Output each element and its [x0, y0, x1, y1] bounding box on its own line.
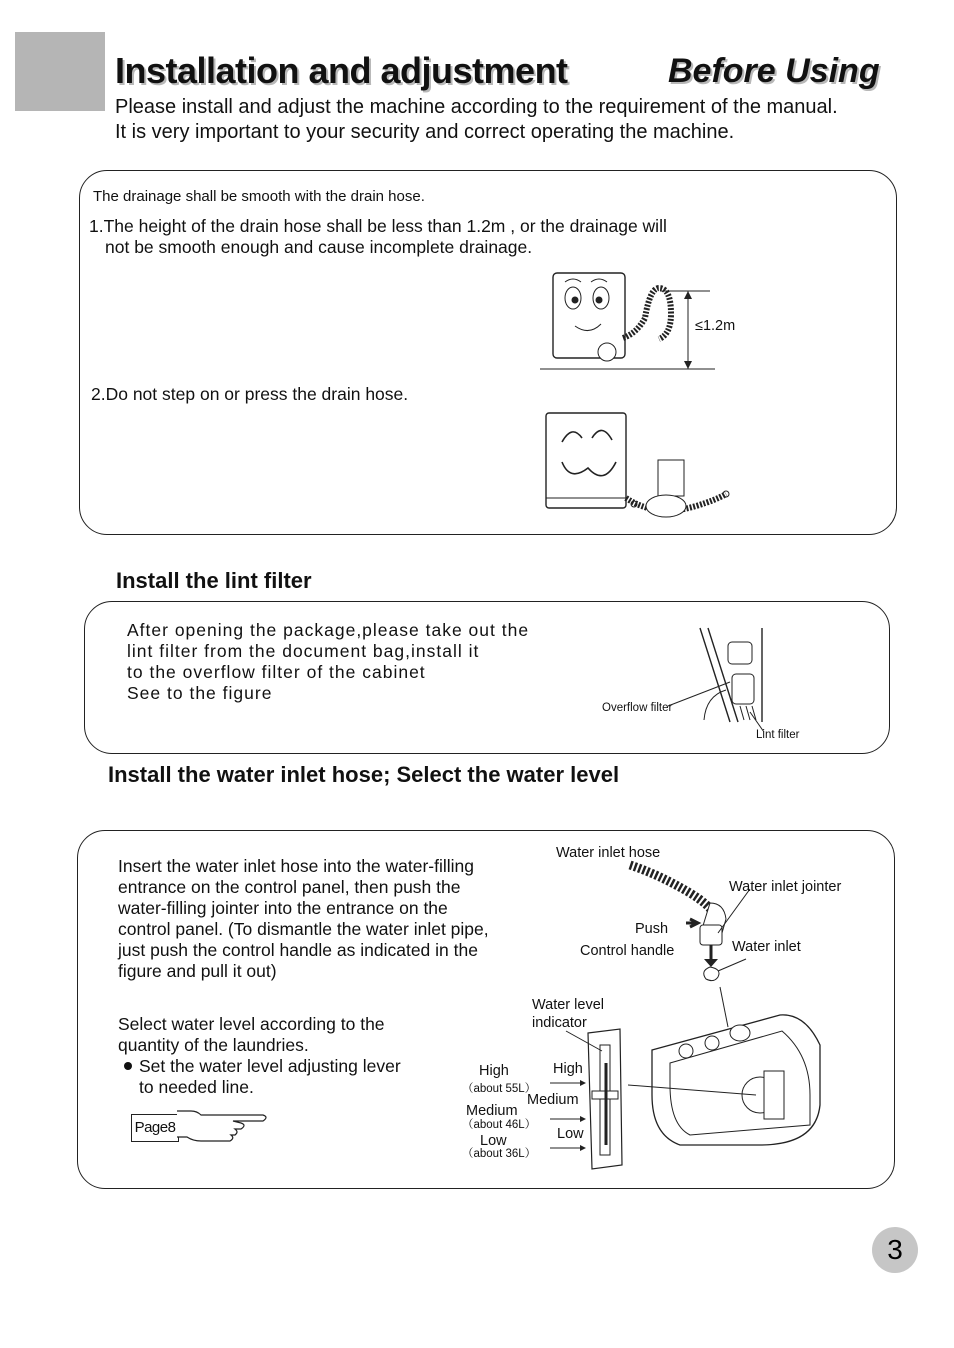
water-inlet-hose-illustration [600, 855, 840, 985]
indicator-low-mark: Low [557, 1126, 584, 1142]
page-subtitle: Before Using [668, 52, 880, 90]
intro-line-1: Please install and adjust the machine according to the requirement of the manual. [115, 96, 838, 118]
indicator-high-mark: High [553, 1061, 583, 1077]
push-label: Push [635, 921, 669, 937]
water-inlet-paragraph [118, 856, 489, 982]
level-low-label: Low [480, 1133, 507, 1149]
header-gray-block [15, 32, 105, 111]
indicator-line-1: Water level [532, 997, 604, 1013]
lint-filter-label: Lint filter [756, 729, 800, 741]
pointing-hand-icon [177, 1107, 273, 1145]
water-inlet-label: Water inlet [732, 939, 801, 955]
level-medium-volume: （about 46L） [462, 1119, 537, 1131]
lint-filter-line-3: to the overflow filter of the cabinet [127, 662, 426, 682]
intro-line-2: It is very important to your security and correct operating the machine. [115, 121, 735, 143]
select-line-1: Select water level according to the [118, 1014, 385, 1034]
water-para-line-1: Insert the water inlet hose into the water-filling [118, 856, 475, 876]
lint-filter-heading: Install the lint filter [116, 568, 312, 593]
select-line-2: quantity of the laundries. [118, 1035, 309, 1055]
height-label: ≤1.2m [695, 318, 736, 334]
indicator-line-2: indicator [532, 1015, 587, 1031]
indicator-medium-mark: Medium [527, 1092, 579, 1108]
intro-text [115, 95, 838, 145]
water-para-line-3: water-filling jointer into the entrance on the [118, 898, 448, 918]
page-number-badge: 3 [872, 1227, 918, 1273]
page-reference-box[interactable]: Page8 [131, 1114, 179, 1142]
lint-filter-line-1: After opening the package,please take out the [127, 620, 530, 640]
level-medium-label: Medium [466, 1103, 518, 1119]
lint-filter-line-4: See to the figure [127, 683, 273, 703]
water-level-illustration [520, 985, 840, 1175]
step-on-hose-illustration [540, 410, 740, 530]
water-inlet-heading: Install the water inlet hose; Select the water level [108, 762, 620, 787]
level-high-volume: （about 55L） [462, 1083, 537, 1095]
drainage-item-1-line-1: 1.The height of the drain hose shall be less than 1.2m , or the drainage will [89, 216, 667, 236]
bullet-dot [124, 1062, 132, 1070]
drainage-item-1-line-2: not be smooth enough and cause incomplete drainage. [105, 237, 533, 257]
control-handle-label: Control handle [580, 943, 675, 959]
water-para-line-6: figure and pull it out) [118, 961, 277, 981]
water-inlet-hose-label: Water inlet hose [556, 845, 661, 861]
level-low-volume: （about 36L） [462, 1148, 537, 1160]
water-para-line-2: entrance on the control panel, then push the [118, 877, 461, 897]
water-level-select-text [118, 1014, 385, 1056]
water-para-line-5: just push the control handle as indicated in the [118, 940, 478, 960]
lint-filter-illustration [660, 622, 780, 732]
water-para-line-4: control panel. (To dismantle the water inlet pipe, [118, 919, 489, 939]
drainage-intro: The drainage shall be smooth with the drain hose. [93, 188, 425, 205]
bullet-text [139, 1056, 401, 1098]
bullet-line-2: to needed line. [139, 1077, 254, 1097]
drainage-item-1 [89, 216, 667, 258]
bullet-line-1: Set the water level adjusting lever [139, 1056, 401, 1076]
page-title: Installation and adjustment [115, 50, 568, 91]
overflow-filter-label: Overflow filter [602, 702, 673, 714]
lint-filter-text [127, 620, 529, 704]
water-inlet-jointer-label: Water inlet jointer [729, 879, 842, 895]
lint-filter-line-2: lint filter from the document bag,install it [127, 641, 480, 661]
drainage-item-2: 2.Do not step on or press the drain hose. [91, 384, 409, 404]
level-high-label: High [479, 1063, 509, 1079]
